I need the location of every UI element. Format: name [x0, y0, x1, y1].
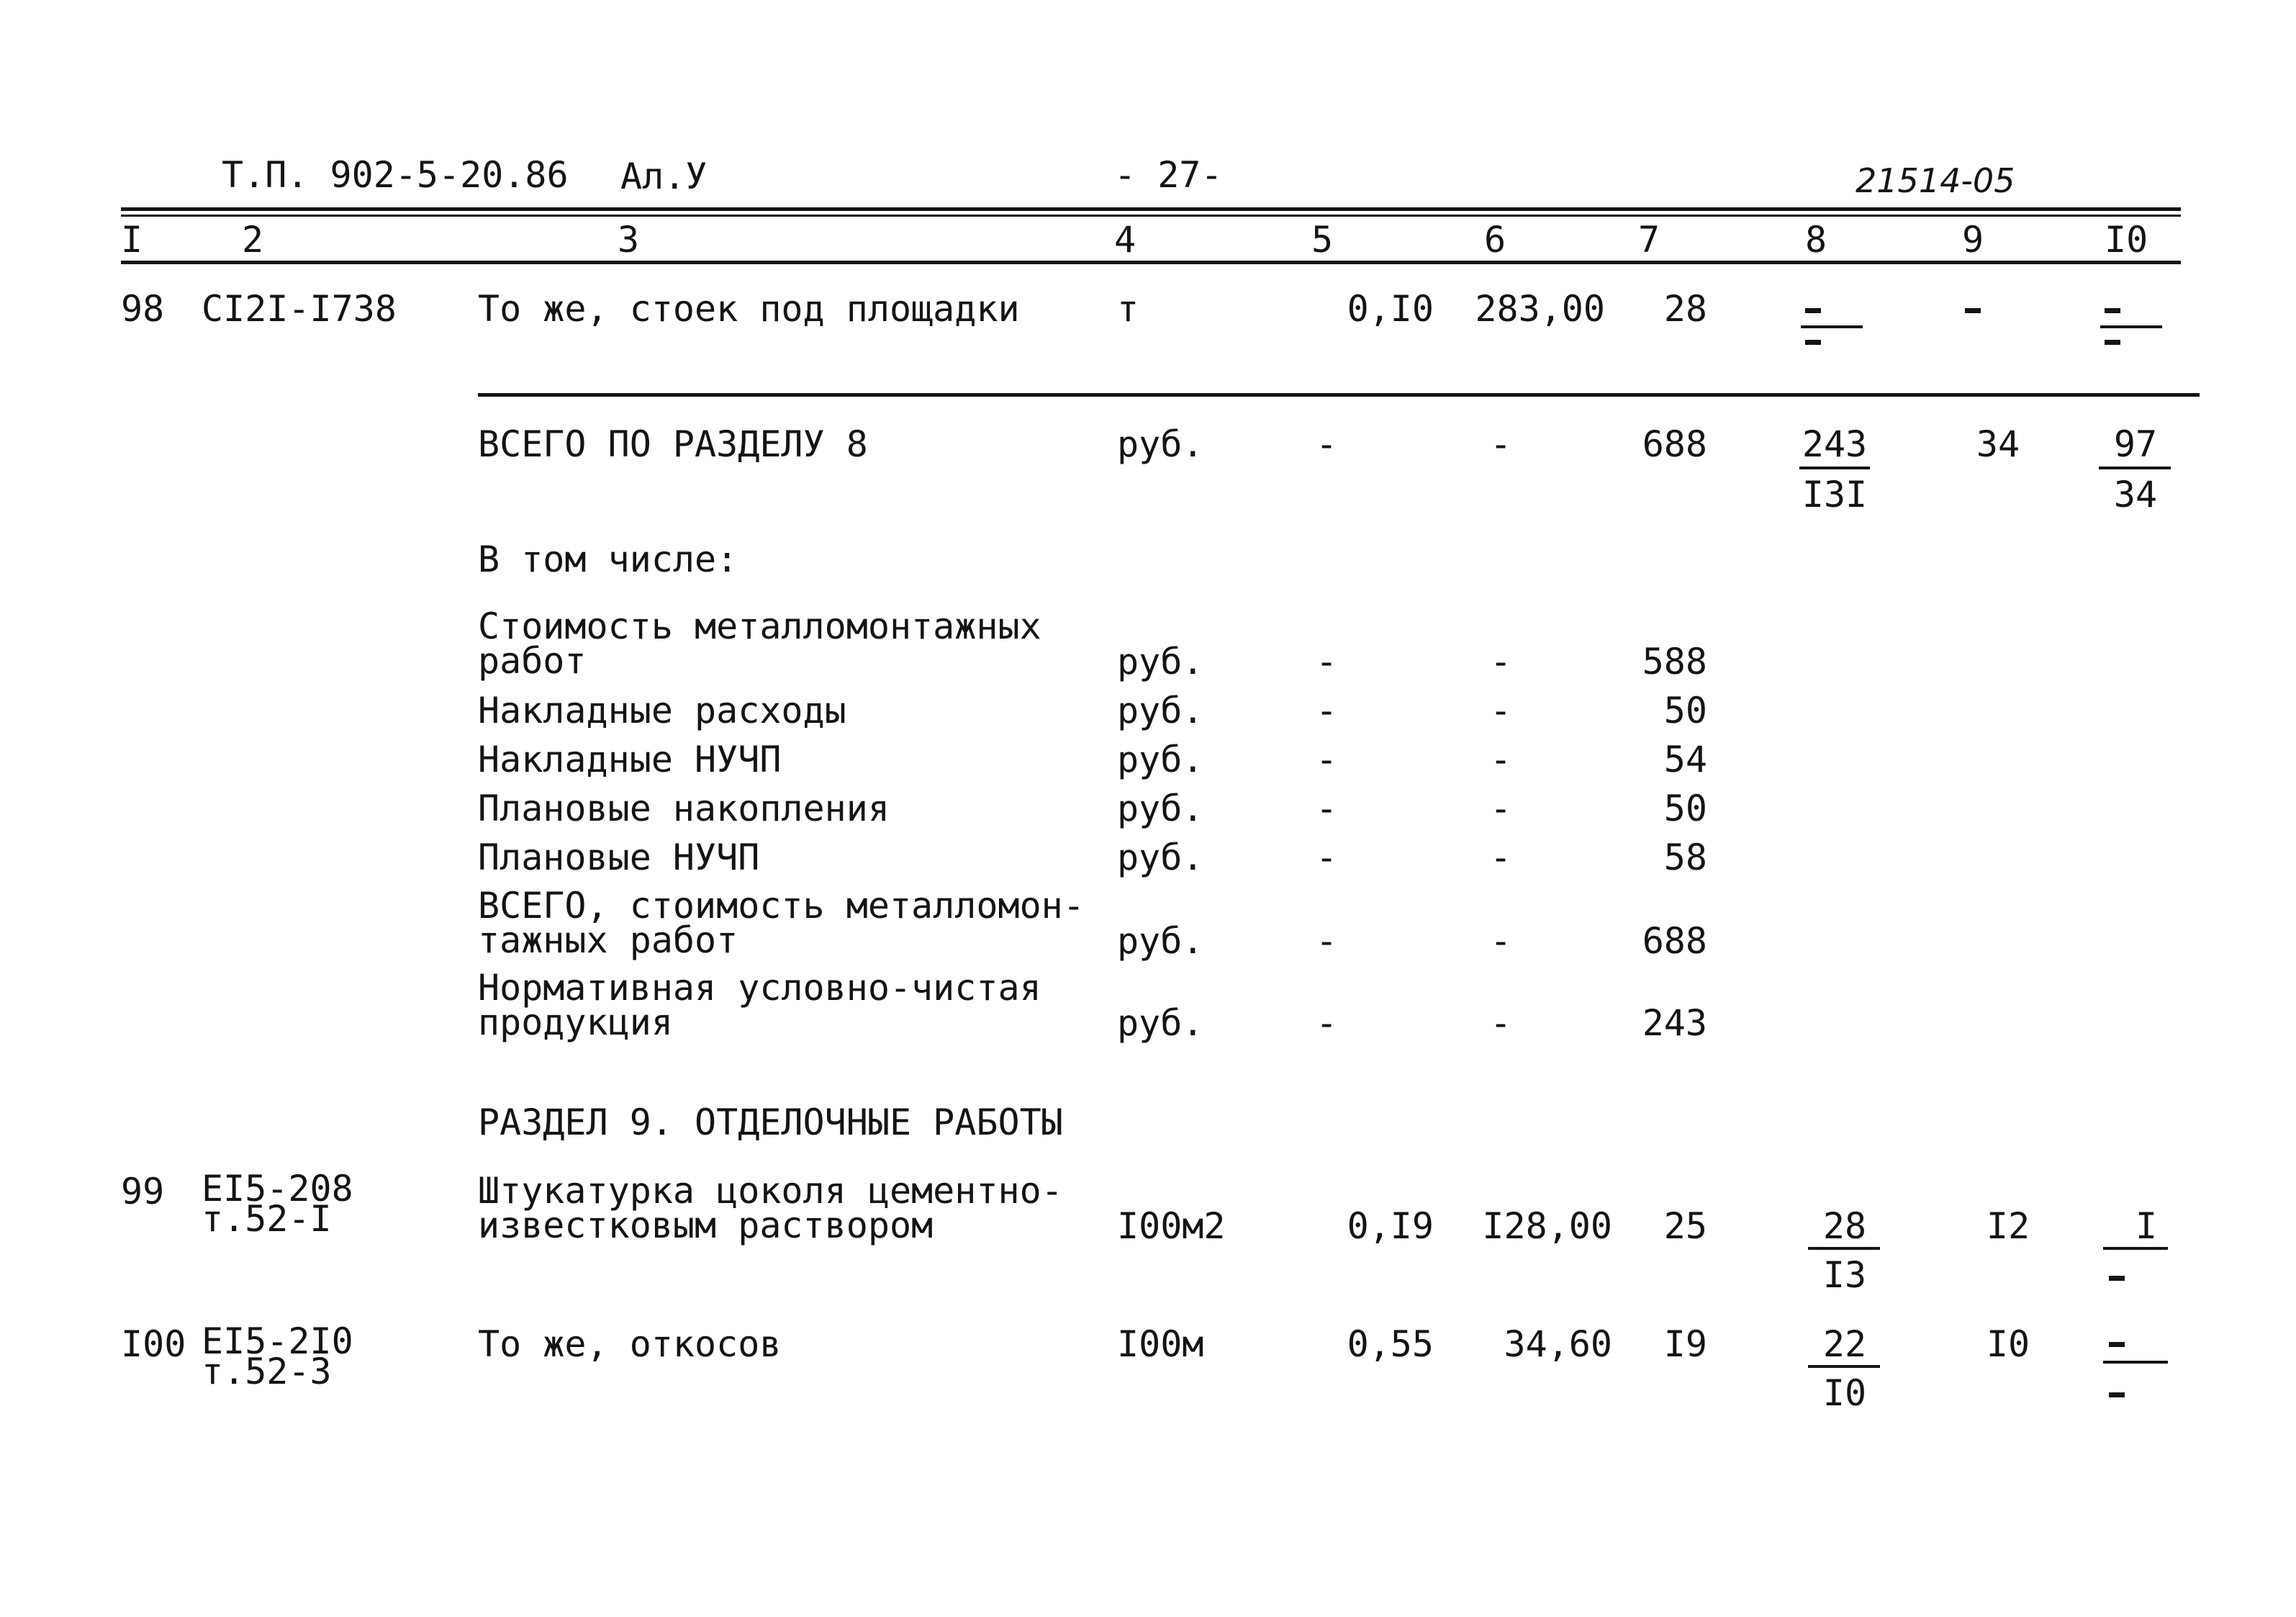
column-number: 3 — [618, 219, 640, 261]
section-total-label: ВСЕГО ПО РАЗДЕЛУ 8 — [478, 423, 868, 465]
column-number: 9 — [1962, 219, 1984, 261]
quantity: 0,55 — [1347, 1323, 1434, 1365]
empty-dash — [2109, 1392, 2125, 1397]
empty-dash: - — [1490, 837, 1512, 878]
fraction-line — [2103, 1247, 2168, 1250]
empty-dash: - — [1316, 641, 1338, 683]
col9-value: I2 — [1986, 1205, 2030, 1247]
empty-dash — [2105, 340, 2120, 345]
price-code: EI5-208 т.52-I — [202, 1168, 353, 1240]
empty-dash — [2105, 308, 2120, 313]
fraction-line — [2103, 1361, 2168, 1364]
empty-dash — [1805, 340, 1821, 345]
empty-dash: - — [1490, 690, 1512, 731]
header-rule-top — [121, 207, 2181, 211]
fraction-top: I — [2135, 1205, 2158, 1247]
total-cost: 28 — [1663, 288, 1707, 330]
fraction-line — [1808, 1365, 1880, 1368]
breakdown-name: Накладные НУЧП — [478, 739, 782, 780]
fraction-top: 28 — [1822, 1205, 1867, 1247]
unit: руб. — [1117, 641, 1204, 683]
empty-dash — [2109, 1276, 2125, 1281]
empty-dash: - — [1316, 788, 1338, 829]
section-title: РАЗДЕЛ 9. ОТДЕЛОЧНЫЕ РАБОТЫ — [478, 1102, 1063, 1143]
breakdown-name: ВСЕГО, стоимость металломон- тажных работ — [478, 885, 1085, 961]
row-number: 99 — [121, 1171, 165, 1212]
empty-dash: - — [1490, 641, 1512, 683]
breakdown-total: 688 — [1642, 920, 1707, 962]
breakdown-total: 588 — [1642, 641, 1707, 683]
breakdown-name: Плановые накопления — [478, 788, 890, 829]
fraction-line — [1808, 1247, 1880, 1250]
price-code: EI5-2I0 т.52-3 — [202, 1320, 353, 1392]
column-number: 5 — [1311, 219, 1334, 261]
total-cost: I9 — [1663, 1323, 1707, 1365]
breakdown-name: Накладные расходы — [478, 690, 846, 731]
empty-dash: - — [1316, 690, 1338, 731]
fraction-top: 22 — [1822, 1323, 1867, 1365]
breakdown-total: 243 — [1642, 1002, 1707, 1044]
fraction-line — [1799, 467, 1870, 469]
fraction-line — [2100, 325, 2162, 328]
breakdown-name: Плановые НУЧП — [478, 837, 760, 878]
item-name: То же, стоек под площадки — [478, 288, 1020, 330]
empty-dash — [1965, 308, 1981, 313]
empty-dash — [1805, 308, 1821, 313]
fraction-top: 97 — [2113, 423, 2158, 465]
empty-dash: - — [1316, 739, 1338, 780]
empty-dash: - — [1490, 1002, 1512, 1044]
empty-dash: - — [1490, 920, 1512, 962]
empty-dash: - — [1316, 837, 1338, 878]
unit: I00м — [1117, 1323, 1204, 1365]
document-code: Т.П. 902-5-20.86 — [222, 154, 569, 196]
empty-dash: - — [1316, 920, 1338, 962]
empty-dash: - — [1490, 739, 1512, 780]
breakdown-name: Нормативная условно-чистая продукция — [478, 967, 1041, 1043]
fraction-bottom: 34 — [2113, 474, 2158, 515]
section-total-rule — [478, 393, 2200, 397]
breakdown-total: 50 — [1663, 788, 1707, 829]
col9-value: I0 — [1986, 1323, 2030, 1365]
fraction-bottom: I3I — [1802, 474, 1868, 515]
unit: руб. — [1117, 920, 1204, 962]
unit-price: 283,00 — [1475, 288, 1605, 330]
row-number: I00 — [121, 1323, 186, 1365]
column-number: 4 — [1114, 219, 1136, 261]
quantity: 0,I9 — [1347, 1205, 1434, 1247]
fraction-bottom: I3 — [1822, 1254, 1867, 1296]
column-number: 7 — [1638, 219, 1660, 261]
unit: руб. — [1117, 837, 1204, 878]
row-number: 98 — [121, 288, 165, 330]
unit-price: I28,00 — [1482, 1205, 1612, 1247]
unit: руб. — [1117, 423, 1204, 465]
item-name: То же, откосов — [478, 1323, 782, 1365]
empty-dash: - — [1490, 423, 1512, 465]
total-cost: 688 — [1642, 423, 1707, 465]
page-number: - 27- — [1114, 154, 1223, 196]
header-rule-top-2 — [121, 215, 2181, 217]
fraction-line — [2099, 467, 2171, 469]
empty-dash: - — [1316, 423, 1338, 465]
column-header-rule — [121, 261, 2181, 264]
column-number: I0 — [2105, 219, 2148, 261]
unit: I00м2 — [1117, 1205, 1226, 1247]
unit: т — [1117, 288, 1139, 330]
empty-dash: - — [1490, 788, 1512, 829]
price-code: CI2I-I738 — [202, 288, 397, 330]
breakdown-total: 54 — [1663, 739, 1707, 780]
including-label: В том числе: — [478, 539, 738, 580]
unit: руб. — [1117, 1002, 1204, 1044]
column-number: 6 — [1484, 219, 1506, 261]
column-number: I — [121, 219, 143, 261]
album-number: Ал.У — [620, 156, 708, 197]
unit-price: 34,60 — [1504, 1323, 1612, 1365]
breakdown-total: 50 — [1663, 690, 1707, 731]
fraction-top: 243 — [1802, 423, 1868, 465]
handwritten-stamp: 21514-05 — [1856, 161, 2015, 200]
empty-dash: - — [1316, 1002, 1338, 1044]
breakdown-total: 58 — [1663, 837, 1707, 878]
col9-value: 34 — [1976, 423, 2020, 465]
quantity: 0,I0 — [1347, 288, 1434, 330]
breakdown-name: Стоимость металломонтажных работ — [478, 605, 1041, 682]
item-name: Штукатурка цоколя цементно- известковым раствором — [478, 1170, 1063, 1246]
column-number: 2 — [242, 219, 264, 261]
fraction-bottom: I0 — [1822, 1372, 1867, 1414]
fraction-line — [1801, 325, 1863, 328]
unit: руб. — [1117, 739, 1204, 780]
column-number: 8 — [1805, 219, 1827, 261]
unit: руб. — [1117, 690, 1204, 731]
total-cost: 25 — [1663, 1205, 1707, 1247]
unit: руб. — [1117, 788, 1204, 829]
empty-dash — [2109, 1342, 2125, 1347]
